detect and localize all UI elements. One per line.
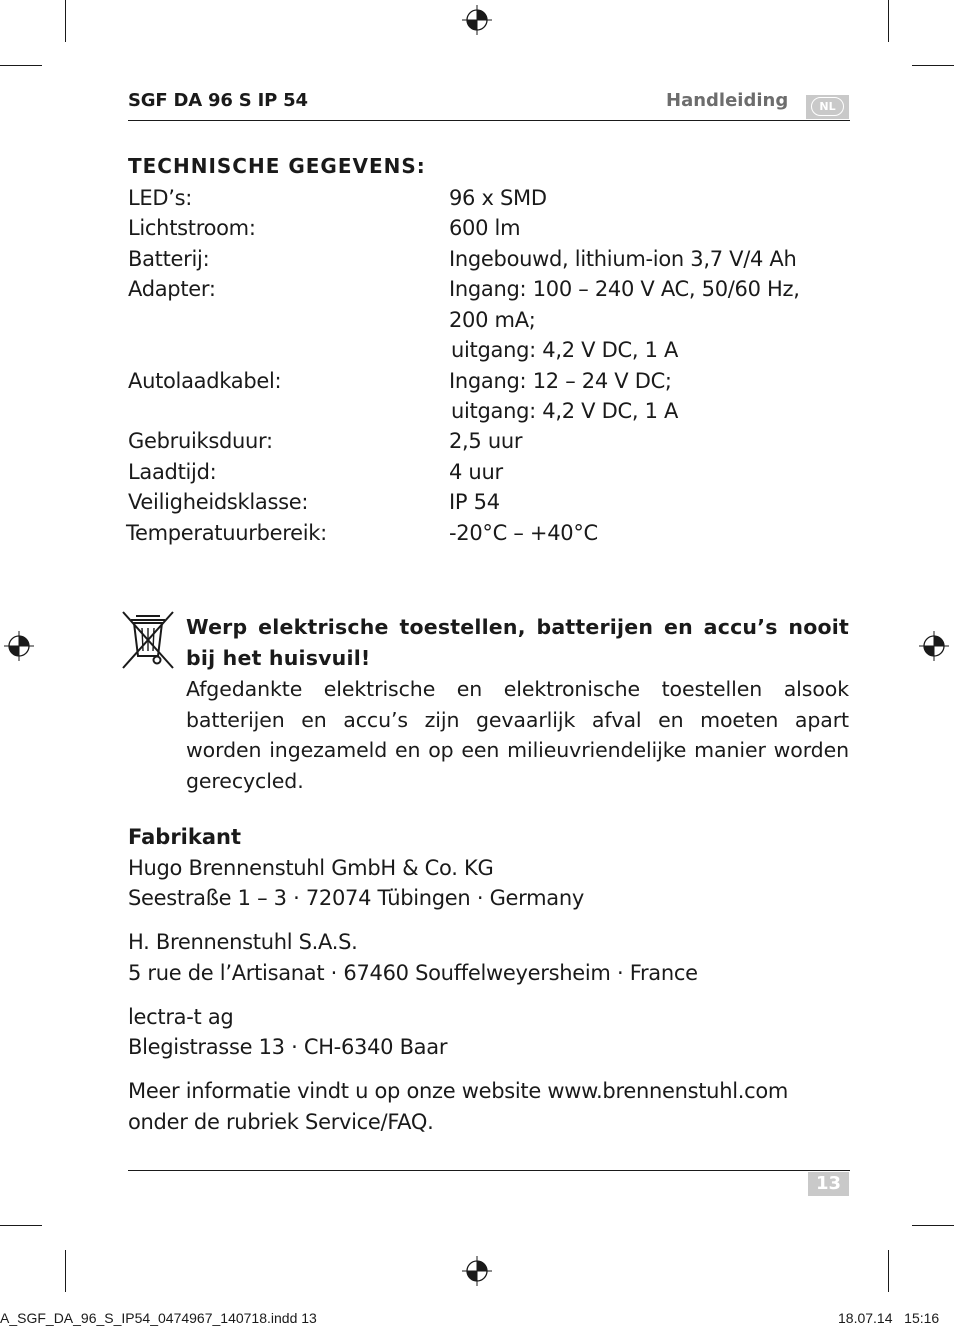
disposal-warning: Werp elektrische toestellen, batterijen en accu’s nooit bij het huisvuil! — [186, 615, 849, 670]
crossed-out-wheelie-bin-icon — [121, 610, 175, 670]
language-badge — [806, 95, 849, 119]
page-number: 13 — [808, 1172, 849, 1196]
footer-rule — [128, 1170, 850, 1171]
spec-label: Temperatuurbereik: — [126, 521, 327, 545]
crop-mark-top-right-h — [912, 65, 954, 66]
spec-value: IP 54 — [449, 490, 500, 514]
header-manual-label: Handleiding — [666, 90, 789, 111]
spec-value: 4 uur — [449, 460, 503, 484]
spec-value: Ingang: 100 – 240 V AC, 50/60 Hz, — [449, 277, 800, 301]
manufacturer-line: Seestraße 1 – 3 · 72074 Tübingen · Germany — [128, 886, 584, 910]
header-model-name: SGF DA 96 S IP 54 — [128, 90, 308, 111]
crop-mark-bottom-right-h — [912, 1225, 954, 1226]
crop-mark-bottom-left-v — [65, 1250, 66, 1292]
website-info: onder de rubriek Service/FAQ. — [128, 1110, 434, 1134]
registration-mark-icon — [919, 631, 949, 661]
registration-mark-icon — [462, 1256, 492, 1286]
crop-mark-bottom-right-v — [888, 1250, 889, 1292]
manufacturer-line: 5 rue de l’Artisanat · 67460 Souffelweyersheim · France — [128, 961, 698, 985]
spec-label: Laadtijd: — [128, 460, 217, 484]
spec-label: Autolaadkabel: — [128, 369, 282, 393]
print-slug-file: A_SGF_DA_96_S_IP54_0474967_140718.indd 13 — [0, 1310, 317, 1326]
disposal-text: Afgedankte elektrische en elektronische toestellen alsook batterijen en accu’s zijn gevaarlijk afval en moeten apart worden ingezameld en op een milieuvriendelijke manier worden gerecycled. — [186, 677, 849, 793]
spec-value: uitgang: 4,2 V DC, 1 A — [451, 399, 679, 423]
spec-value: 600 lm — [449, 216, 521, 240]
manufacturer-line: lectra-t ag — [128, 1005, 234, 1029]
crop-mark-top-right-v — [888, 0, 889, 42]
print-slug-date: 18.07.14 15:16 — [838, 1310, 940, 1326]
spec-label: Adapter: — [128, 277, 216, 301]
spec-label: LED’s: — [128, 186, 193, 210]
spec-label: Veiligheidsklasse: — [128, 490, 309, 514]
crop-mark-top-left-h — [0, 65, 42, 66]
spec-value: 2,5 uur — [449, 429, 523, 453]
manufacturer-line: Hugo Brennenstuhl GmbH & Co. KG — [128, 856, 494, 880]
spec-value: Ingebouwd, lithium-ion 3,7 V/4 Ah — [449, 247, 797, 271]
crop-mark-bottom-left-h — [0, 1225, 42, 1226]
spec-value: uitgang: 4,2 V DC, 1 A — [451, 338, 679, 362]
specs-title: TECHNISCHE GEGEVENS: — [128, 154, 426, 178]
manufacturer-line: H. Brennenstuhl S.A.S. — [128, 930, 358, 954]
spec-label: Lichtstroom: — [128, 216, 256, 240]
spec-value: 96 x SMD — [449, 186, 547, 210]
spec-value: -20°C – +40°C — [449, 521, 598, 545]
spec-value: 200 mA; — [449, 308, 536, 332]
header-rule — [128, 120, 850, 121]
crop-mark-top-left-v — [65, 0, 66, 42]
manufacturer-title: Fabrikant — [128, 825, 241, 849]
spec-value: Ingang: 12 – 24 V DC; — [449, 369, 672, 393]
website-info: Meer informatie vindt u op onze website www.brennenstuhl.com — [128, 1079, 789, 1103]
manufacturer-line: Blegistrasse 13 · CH-6340 Baar — [128, 1035, 448, 1059]
spec-label: Batterij: — [128, 247, 210, 271]
language-code: NL — [811, 97, 844, 116]
registration-mark-icon — [4, 631, 34, 661]
spec-label: Gebruiksduur: — [128, 429, 273, 453]
registration-mark-icon — [462, 5, 492, 35]
